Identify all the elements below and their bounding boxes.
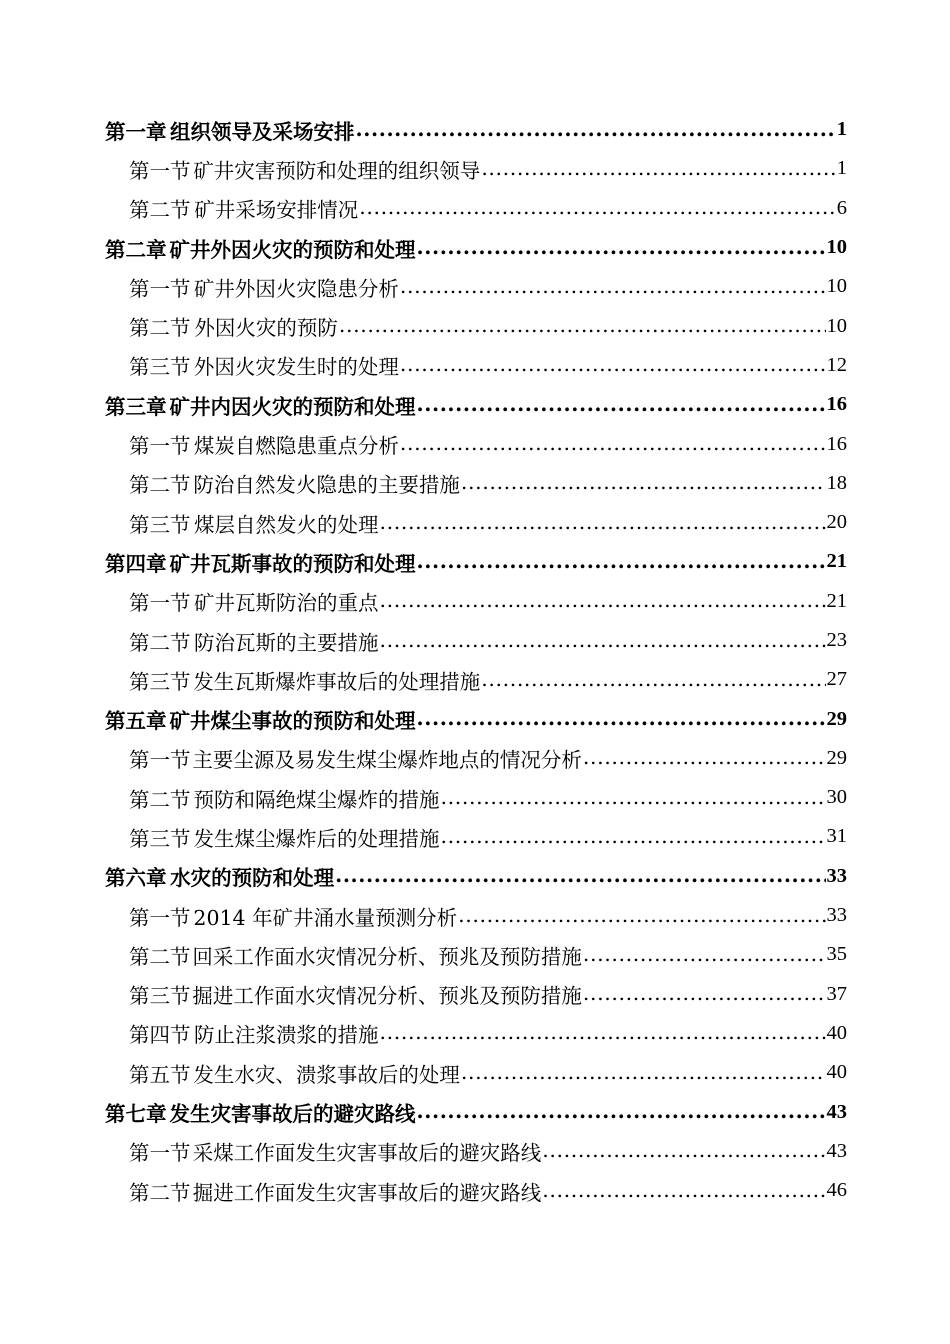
toc-dot-leader [380, 628, 826, 652]
toc-entry-title: 矿井外因火灾的预防和处理 [169, 237, 416, 262]
toc-section-entry[interactable] [105, 503, 847, 542]
toc-page-number: 37 [826, 982, 847, 1005]
toc-page-number: 33 [826, 864, 847, 887]
toc-dot-leader [416, 549, 825, 573]
toc-entry-title: 主要尘源及易发生煤尘爆炸地点的情况分析 [192, 748, 582, 773]
toc-entry-title: 防治自然发火隐患的主要措施 [193, 473, 460, 498]
toc-section-entry[interactable] [105, 975, 847, 1014]
toc-entry-title: 发生灾害事故后的避灾路线 [169, 1102, 416, 1127]
toc-section-entry[interactable] [105, 739, 847, 778]
toc-page-number: 29 [826, 746, 847, 769]
toc-entry-number: 第四节 [129, 1023, 191, 1048]
toc-page-number: 43 [826, 1100, 847, 1123]
toc-entry-number: 第三章 [105, 394, 167, 419]
toc-dot-leader [481, 667, 825, 691]
toc-section-entry[interactable] [105, 1171, 847, 1210]
toc-section-entry[interactable] [105, 189, 847, 228]
toc-section-entry[interactable] [105, 149, 847, 188]
toc-chapter-entry[interactable] [105, 1092, 847, 1131]
toc-page-number: 35 [826, 943, 847, 966]
table-of-contents [105, 110, 847, 1210]
toc-entry-number: 第一节 [129, 434, 191, 459]
toc-chapter-entry[interactable] [105, 228, 847, 267]
toc-page-number: 29 [826, 707, 847, 730]
toc-chapter-entry[interactable] [105, 699, 847, 738]
toc-page-number: 43 [826, 1139, 847, 1162]
toc-entry-title: 回采工作面水灾情况分析、预兆及预防措施 [192, 944, 582, 969]
toc-entry-number: 第二节 [129, 198, 191, 223]
toc-dot-leader [400, 431, 826, 455]
toc-dot-leader [461, 470, 826, 494]
toc-dot-leader [416, 706, 825, 730]
toc-entry-number: 第二节 [129, 630, 191, 655]
toc-entry-title: 煤炭自燃隐患重点分析 [193, 434, 399, 459]
toc-entry-number: 第一节 [129, 1141, 191, 1166]
toc-section-entry[interactable] [105, 424, 847, 463]
toc-entry-title: 发生水灾、溃浆事故后的处理 [193, 1062, 460, 1087]
toc-page-number: 1 [836, 118, 847, 141]
toc-entry-title: 矿井采场安排情况 [194, 198, 359, 223]
toc-entry-number: 第二节 [129, 316, 191, 341]
toc-entry-number: 第一节 [129, 591, 191, 616]
toc-page-number: 23 [826, 629, 847, 651]
toc-page-number: 18 [826, 471, 847, 494]
toc-page-number: 20 [826, 511, 847, 534]
toc-entry-title: 发生瓦斯爆炸事故后的处理措施 [193, 669, 481, 694]
toc-entry-title: 外因火灾发生时的处理 [193, 355, 399, 380]
toc-page-number: 40 [826, 1061, 847, 1084]
toc-dot-leader [400, 274, 826, 298]
toc-page-number: 10 [826, 275, 847, 298]
toc-section-entry[interactable] [105, 660, 847, 699]
toc-entry-title: 2014 年矿井涌水量预测分析 [193, 905, 458, 930]
toc-entry-title: 煤层自然发火的处理 [194, 512, 379, 537]
toc-entry-number: 第一节 [129, 905, 191, 930]
toc-section-entry[interactable] [105, 346, 847, 385]
toc-dot-leader [441, 824, 826, 848]
toc-entry-title: 预防和隔绝煤尘爆炸的措施 [193, 787, 440, 812]
toc-dot-leader [583, 745, 826, 769]
toc-section-entry[interactable] [105, 1014, 847, 1053]
toc-page-number: 21 [826, 550, 847, 573]
toc-page-number: 30 [826, 786, 847, 809]
toc-entry-title: 防治瓦斯的主要措施 [194, 630, 379, 655]
toc-dot-leader [380, 510, 826, 534]
toc-entry-title: 矿井瓦斯事故的预防和处理 [169, 551, 416, 576]
toc-page-number: 40 [826, 1021, 847, 1044]
toc-section-entry[interactable] [105, 621, 847, 660]
toc-page-number: 16 [826, 432, 847, 455]
toc-entry-title: 采煤工作面发生灾害事故后的避灾路线 [192, 1141, 542, 1166]
toc-entry-number: 第五章 [105, 709, 167, 734]
toc-entry-title: 掘进工作面发生灾害事故后的避灾路线 [192, 1180, 542, 1205]
toc-dot-leader [416, 392, 825, 416]
toc-page-number: 33 [826, 904, 847, 927]
toc-entry-number: 第一章 [105, 119, 167, 144]
toc-dot-leader [461, 1060, 826, 1084]
toc-section-entry[interactable] [105, 1053, 847, 1092]
toc-dot-leader [583, 981, 826, 1005]
toc-dot-leader [542, 1138, 825, 1162]
toc-dot-leader [416, 235, 825, 259]
toc-dot-leader [441, 785, 826, 809]
toc-page-number: 31 [826, 825, 847, 848]
toc-entry-title: 矿井内因火灾的预防和处理 [169, 394, 416, 419]
toc-entry-title: 矿井煤尘事故的预防和处理 [169, 709, 416, 734]
toc-entry-title: 水灾的预防和处理 [170, 866, 335, 891]
toc-entry-number: 第二节 [129, 787, 191, 812]
toc-dot-leader [356, 117, 836, 141]
toc-entry-number: 第二节 [129, 944, 191, 969]
toc-chapter-entry[interactable] [105, 385, 847, 424]
toc-entry-number: 第三节 [129, 512, 191, 537]
toc-entry-number: 第二章 [105, 237, 167, 262]
toc-chapter-entry[interactable] [105, 542, 847, 581]
toc-dot-leader [458, 903, 825, 927]
toc-entry-number: 第一节 [129, 158, 191, 183]
toc-entry-number: 第四章 [105, 551, 167, 576]
toc-entry-title: 防止注浆溃浆的措施 [194, 1023, 379, 1048]
toc-section-entry[interactable] [105, 935, 847, 974]
toc-entry-title: 矿井瓦斯防治的重点 [194, 591, 379, 616]
toc-entry-title: 矿井外因火灾隐患分析 [193, 276, 399, 301]
toc-entry-title: 发生煤尘爆炸后的处理措施 [193, 826, 440, 851]
toc-entry-number: 第一节 [129, 276, 191, 301]
toc-dot-leader [481, 156, 835, 180]
toc-entry-title: 矿井灾害预防和处理的组织领导 [193, 158, 481, 183]
toc-dot-leader [400, 352, 826, 376]
toc-entry-number: 第三节 [129, 355, 191, 380]
toc-section-entry[interactable] [105, 582, 847, 621]
toc-entry-number: 第六章 [105, 866, 167, 891]
toc-page-number: 12 [826, 353, 847, 376]
toc-section-entry[interactable] [105, 464, 847, 503]
toc-entry-number: 第五节 [129, 1062, 191, 1087]
toc-section-entry[interactable] [105, 778, 847, 817]
toc-entry-number: 第二节 [129, 1180, 191, 1205]
toc-page-number: 21 [826, 589, 847, 612]
toc-dot-leader [339, 313, 826, 337]
toc-entry-number: 第七章 [105, 1102, 167, 1127]
toc-chapter-entry[interactable] [105, 110, 847, 149]
toc-section-entry[interactable] [105, 896, 847, 935]
toc-dot-leader [380, 1020, 826, 1044]
toc-dot-leader [542, 1178, 825, 1202]
toc-chapter-entry[interactable] [105, 857, 847, 896]
toc-entry-number: 第三节 [129, 669, 191, 694]
toc-dot-leader [359, 195, 835, 219]
toc-section-entry[interactable] [105, 817, 847, 856]
toc-page-number: 10 [826, 314, 847, 337]
toc-entry-number: 第三节 [129, 826, 191, 851]
toc-entry-title: 外因火灾的预防 [194, 316, 338, 341]
toc-page-number: 10 [826, 236, 847, 259]
toc-dot-leader [380, 588, 826, 612]
toc-page-number: 1 [836, 157, 847, 180]
toc-entry-title: 组织领导及采场安排 [170, 119, 355, 144]
toc-dot-leader [583, 942, 826, 966]
toc-section-entry[interactable] [105, 1132, 847, 1171]
toc-entry-title: 掘进工作面水灾情况分析、预兆及预防措施 [192, 984, 582, 1009]
toc-dot-leader [416, 1099, 825, 1123]
toc-entry-number: 第一节 [129, 748, 191, 773]
toc-section-entry[interactable] [105, 306, 847, 345]
toc-page-number: 27 [826, 668, 847, 691]
toc-page-number: 6 [836, 196, 847, 219]
toc-entry-number: 第三节 [129, 984, 191, 1009]
toc-page-number: 16 [826, 393, 847, 416]
toc-entry-number: 第二节 [129, 473, 191, 498]
toc-section-entry[interactable] [105, 267, 847, 306]
toc-dot-leader [335, 863, 825, 887]
toc-page-number: 46 [826, 1179, 847, 1202]
